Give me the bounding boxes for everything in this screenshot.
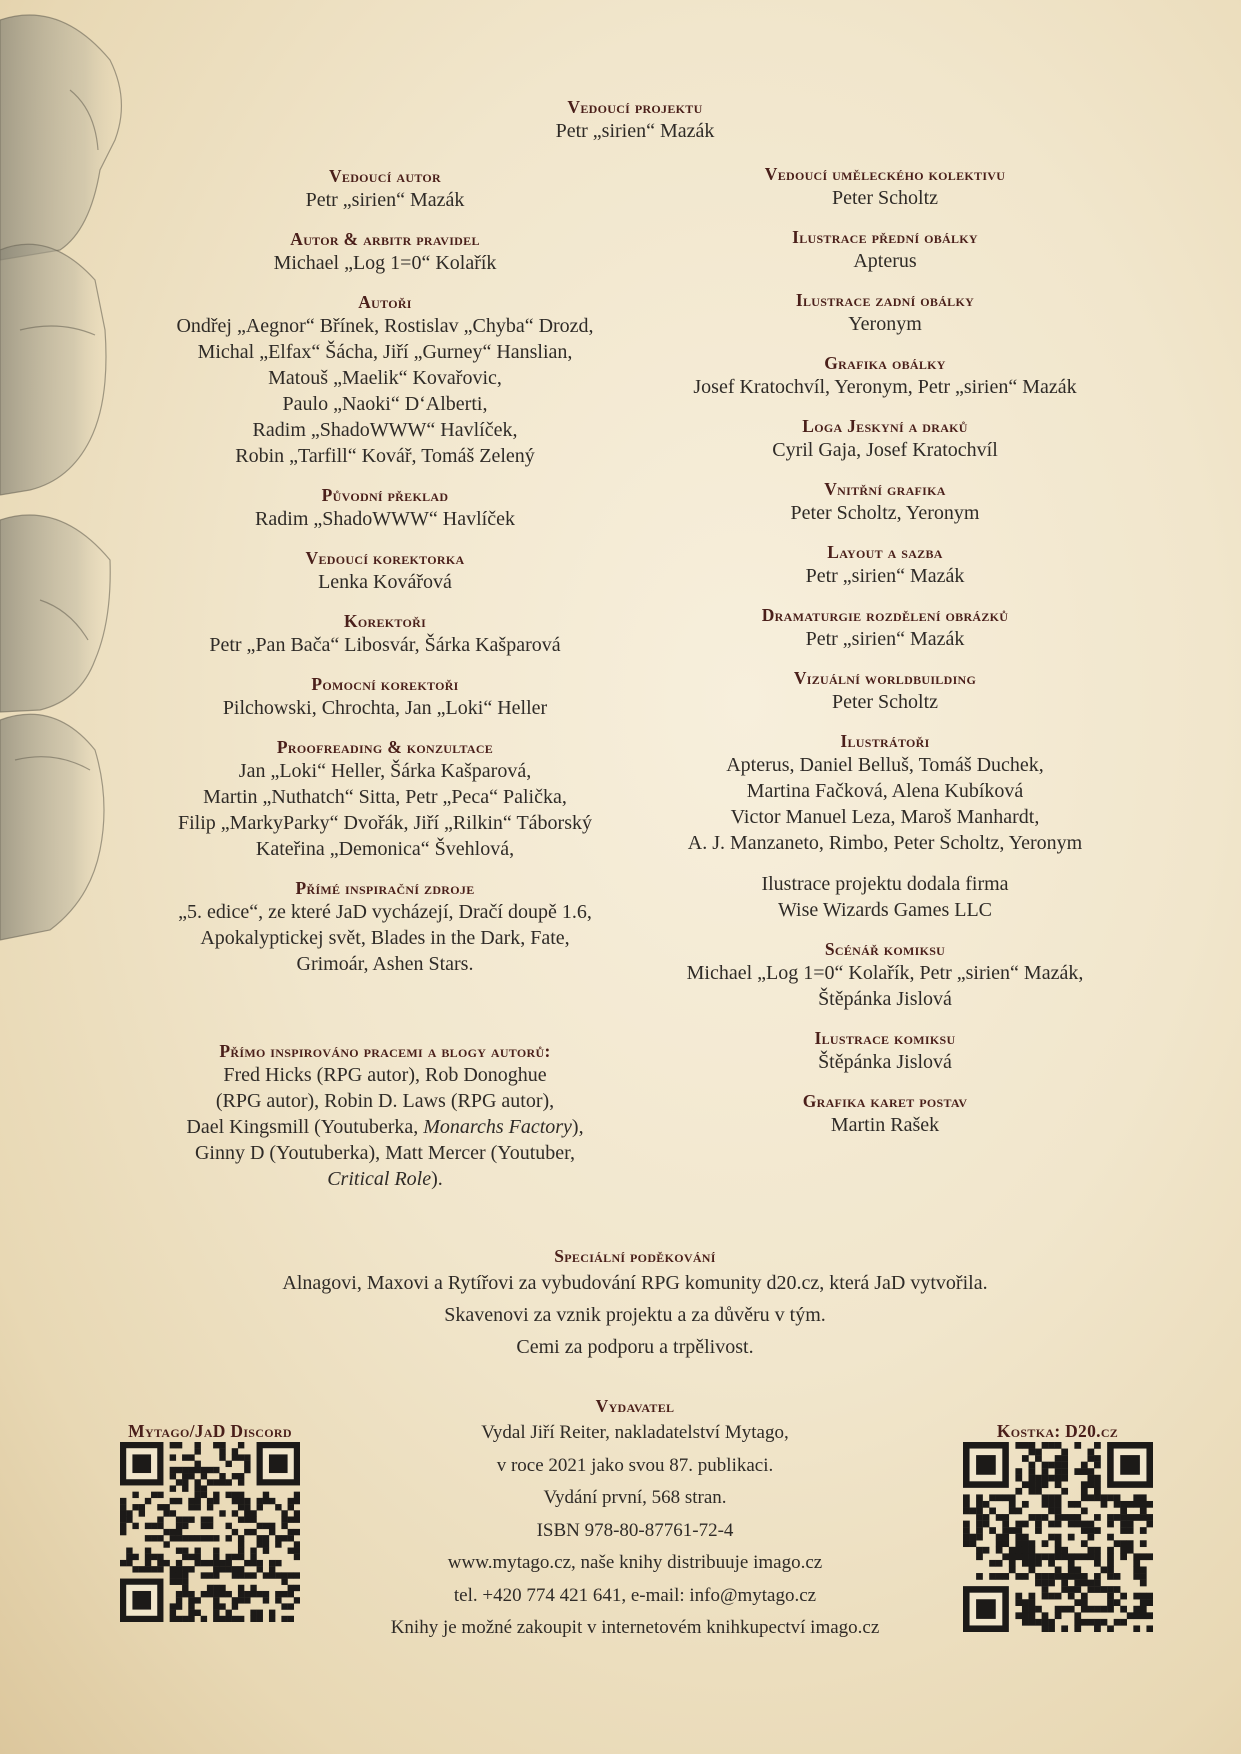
- bearded-man-fur-hat-portrait: [0, 515, 110, 712]
- credit-names: Peter Scholtz, Yeronym: [790, 502, 980, 524]
- inspired-line: Ginny D (Youtuberka), Matt Mercer (Youtuber,: [194, 1142, 576, 1164]
- credit-section: [655, 289, 1115, 337]
- discord-qr-label: Mytago/JaD Discord: [128, 1421, 292, 1441]
- d20-qr-label: Kostka: D20.cz: [996, 1421, 1119, 1441]
- credit-heading: Ilustrátoři: [840, 731, 930, 751]
- credit-section: [140, 673, 630, 721]
- credit-names: Paulo „Naoki“ D‘Alberti,: [282, 393, 488, 415]
- credit-section: [140, 547, 630, 595]
- inspired-line: Dael Kingsmill (Youtuberka, Monarchs Factory),: [186, 1116, 584, 1138]
- credit-heading: Scénář komiksu: [824, 939, 946, 959]
- credit-names: Peter Scholtz: [831, 187, 939, 209]
- publisher-section: [320, 1395, 950, 1645]
- credit-names: Filip „MarkyParky“ Dvořák, Jiří „Rilkin“ Táborský: [177, 812, 592, 834]
- credit-section: [655, 1090, 1115, 1138]
- credit-heading: Grafika karet postav: [802, 1091, 968, 1111]
- credit-section: [655, 478, 1115, 526]
- credit-heading: Grafika obálky: [824, 353, 946, 373]
- credit-heading: Vizuální worldbuilding: [793, 668, 977, 688]
- publisher-website-line[interactable]: www.mytago.cz, naše knihy distribuuje imago.cz: [447, 1552, 823, 1573]
- publisher-line: Knihy je možné zakoupit v internetovém knihkupectví imago.cz: [390, 1617, 880, 1638]
- credit-names: Ilustrace projektu dodala firma: [761, 873, 1009, 895]
- isbn: ISBN 978-80-87761-72-4: [536, 1519, 734, 1541]
- credit-names: Radim „ShadoWWW“ Havlíček: [255, 508, 515, 530]
- credit-heading: Autor & arbitr pravidel: [290, 229, 480, 249]
- credit-names: Michal „Elfax“ Šácha, Jiří „Gurney“ Hanslian,: [197, 341, 573, 363]
- discord-qr-code[interactable]: [120, 1442, 300, 1622]
- credit-section: [655, 667, 1115, 715]
- inspired-heading: Přímo inspirováno pracemi a blogy autorů:: [219, 1041, 551, 1061]
- credit-heading: Vedoucí autor: [328, 166, 442, 186]
- credit-section: [655, 938, 1115, 1012]
- credit-names: Robin „Tarfill“ Kovář, Tomáš Zelený: [235, 445, 535, 467]
- credit-names: Štěpánka Jislová: [818, 988, 952, 1010]
- credit-names: Pilchowski, Chrochta, Jan „Loki“ Heller: [222, 697, 548, 719]
- credit-section: [140, 736, 630, 862]
- d20-qr-code[interactable]: [963, 1442, 1153, 1632]
- credit-names: Martin Rašek: [830, 1114, 940, 1136]
- credit-heading: Proofreading & konzultace: [276, 737, 494, 757]
- credit-section: [655, 604, 1115, 652]
- special-thanks-heading: Speciální poděkování: [554, 1246, 716, 1266]
- publisher-line: v roce 2021 jako svou 87. publikaci.: [496, 1454, 774, 1476]
- inspired-by-section: [140, 1040, 630, 1192]
- credit-names: Apokalyptickej svět, Blades in the Dark, Fate,: [200, 927, 570, 949]
- credit-heading: Ilustrace přední obálky: [792, 227, 978, 247]
- credit-names: Michael „Log 1=0“ Kolařík, Petr „sirien“ Mazák,: [686, 962, 1084, 984]
- credit-names: Petr „sirien“ Mazák: [805, 628, 965, 650]
- thanks-line: Cemi za podporu a trpělivost.: [516, 1336, 754, 1358]
- project-lead-name: Petr „sirien“ Mazák: [555, 120, 715, 142]
- credit-names: Apterus, Daniel Belluš, Tomáš Duchek,: [726, 754, 1044, 776]
- credit-names: Petr „sirien“ Mazák: [805, 565, 965, 587]
- credit-section: [140, 610, 630, 658]
- credit-section: [655, 415, 1115, 463]
- project-lead-section: [485, 96, 785, 144]
- credits-left-column: [140, 165, 630, 992]
- credit-section: [655, 871, 1115, 923]
- credit-heading: Přímé inspirační zdroje: [295, 878, 475, 898]
- helmeted-warrior-portrait: [0, 15, 121, 260]
- credit-names: Lenka Kovářová: [318, 571, 452, 593]
- special-thanks-section: [220, 1245, 1050, 1363]
- publisher-heading: Vydavatel: [595, 1396, 675, 1416]
- inspired-line: Critical Role).: [327, 1168, 443, 1190]
- credit-section: [655, 541, 1115, 589]
- credit-names: Josef Kratochvíl, Yeronym, Petr „sirien“ Mazák: [693, 376, 1077, 398]
- credit-heading: Původní překlad: [321, 485, 449, 505]
- credit-heading: Vedoucí uměleckého kolektivu: [764, 164, 1006, 184]
- credit-section: [655, 226, 1115, 274]
- credit-heading: Ilustrace komiksu: [814, 1028, 956, 1048]
- credit-heading: Vnitřní grafika: [824, 479, 946, 499]
- credit-heading: Autoři: [358, 292, 412, 312]
- knight-helmet-portrait: [0, 244, 106, 495]
- credit-names: Matouš „Maelik“ Kovařovic,: [268, 367, 502, 389]
- credit-heading: Ilustrace zadní obálky: [795, 290, 975, 310]
- credit-section: [140, 484, 630, 532]
- credit-names: Cyril Gaja, Josef Kratochvíl: [772, 439, 998, 461]
- credit-names: Wise Wizards Games LLC: [777, 899, 993, 921]
- publisher-line: Vydání první, 568 stran.: [543, 1487, 727, 1508]
- credit-section: [140, 877, 630, 977]
- character-illustration-strip: [0, 0, 150, 1050]
- credit-names: Radim „ShadoWWW“ Havlíček,: [252, 419, 518, 441]
- monarchs-factory-title: Monarchs Factory: [423, 1116, 572, 1138]
- credit-names: Victor Manuel Leza, Maroš Manhardt,: [730, 806, 1040, 828]
- inspired-line: Fred Hicks (RPG autor), Rob Donoghue: [223, 1064, 547, 1086]
- credit-heading: Loga Jeskyní a draků: [802, 416, 968, 436]
- credit-names: Grimoár, Ashen Stars.: [296, 953, 474, 975]
- credit-names: Yeronym: [848, 313, 922, 335]
- critical-role-title: Critical Role: [327, 1168, 432, 1190]
- credit-names: Apterus: [853, 250, 917, 272]
- credit-section: [140, 165, 630, 213]
- inspired-line: (RPG autor), Robin D. Laws (RPG autor),: [215, 1090, 555, 1112]
- credit-names: Štěpánka Jislová: [818, 1051, 952, 1073]
- woman-headband-portrait: [0, 714, 104, 940]
- credit-names: Petr „sirien“ Mazák: [305, 189, 465, 211]
- credit-heading: Pomocní korektoři: [311, 674, 459, 694]
- d20-qr-block: [940, 1420, 1175, 1632]
- credit-heading: Dramaturgie rozdělení obrázků: [761, 605, 1009, 625]
- credit-names: Petr „Pan Bača“ Libosvár, Šárka Kašparová: [209, 634, 561, 656]
- credit-heading: Korektoři: [343, 611, 427, 631]
- credit-section: [655, 730, 1115, 856]
- project-lead-heading: Vedoucí projektu: [567, 97, 703, 117]
- credit-section: [655, 1027, 1115, 1075]
- credit-names: Kateřina „Demonica“ Švehlová,: [255, 838, 515, 860]
- credit-section: [655, 352, 1115, 400]
- credit-section: [140, 291, 630, 469]
- credit-names: Peter Scholtz: [831, 691, 939, 713]
- credit-section: [140, 228, 630, 276]
- credits-right-column: [655, 163, 1115, 1153]
- credit-names: Ondřej „Aegnor“ Břínek, Rostislav „Chyba“ Drozd,: [176, 315, 594, 337]
- credit-section: [655, 163, 1115, 211]
- credit-names: Michael „Log 1=0“ Kolařík: [273, 252, 497, 274]
- credit-names: A. J. Manzaneto, Rimbo, Peter Scholtz, Yeronym: [687, 832, 1083, 854]
- credit-heading: Vedoucí korektorka: [305, 548, 465, 568]
- credit-names: Jan „Loki“ Heller, Šárka Kašparová,: [238, 760, 532, 782]
- credit-heading: Layout a sazba: [827, 542, 943, 562]
- credit-names: Martina Fačková, Alena Kubíková: [746, 780, 1024, 802]
- publisher-contact-line[interactable]: tel. +420 774 421 641, e-mail: info@mytago.cz: [453, 1584, 817, 1606]
- thanks-line: Skavenovi za vznik projektu a za důvěru v tým.: [444, 1304, 826, 1326]
- credit-names: Martin „Nuthatch“ Sitta, Petr „Peca“ Palička,: [203, 786, 567, 808]
- credit-names: „5. edice“, ze které JaD vycházejí, Dračí doupě 1.6,: [178, 901, 592, 923]
- discord-qr-block: [105, 1420, 315, 1622]
- publisher-line: Vydal Jiří Reiter, nakladatelství Mytago,: [481, 1422, 789, 1443]
- thanks-line: Alnagovi, Maxovi a Rytířovi za vybudování RPG komunity d20.cz, která JaD vytvořila.: [282, 1272, 988, 1294]
